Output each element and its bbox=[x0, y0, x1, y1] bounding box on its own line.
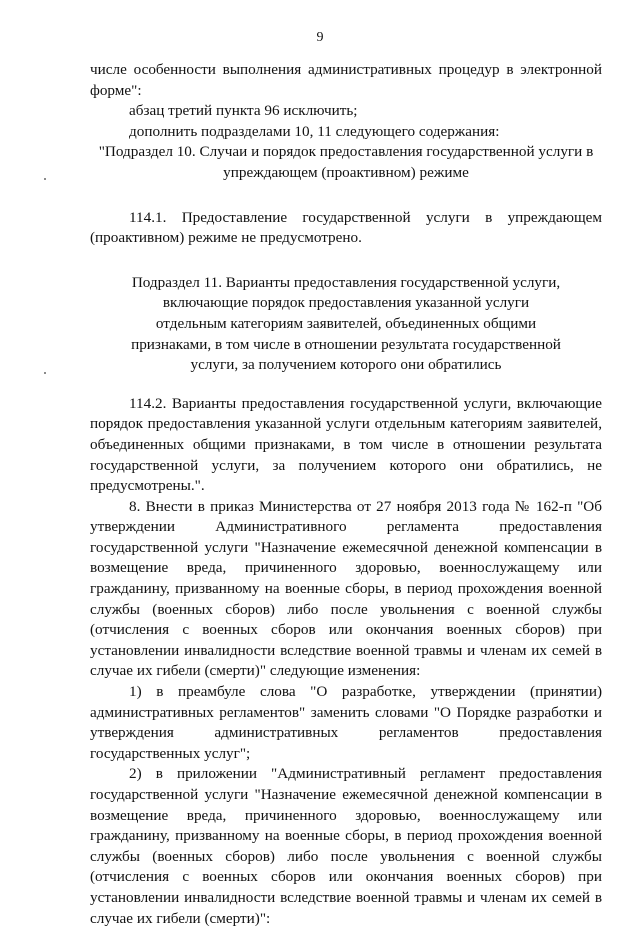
page-number: 9 bbox=[316, 30, 324, 45]
subsection-11-title: Подраздел 11. Варианты предоставления государственной услуги, включающие порядок предоставления указанной услуги отдельным категориям заявителей, объединенных общими признаками, в том числе в отношении результата государственной услуги, за получением которого они обратились bbox=[131, 273, 561, 374]
paragraph-continuation: числе особенности выполнения административных процедур в электронной форме": bbox=[90, 61, 602, 99]
list-item-2: 2) в приложении "Административный регламент предоставления государственной услуги "Назначение ежемесячной денежной компенсации в возмещение вреда, причиненного здоровью, военнослужащему или гражданину, призванному на военные сборы, в период прохождения военной службы (военных сборов) либо после увольнения с военной службы (отчисления с военных сборов или окончания военных сборов) при установлении инвалидности вследствие военной травмы и членам их семей в случае их гибели (смерти)": bbox=[90, 765, 602, 927]
paragraph-dopolnit: дополнить подразделами 10, 11 следующего содержания: bbox=[129, 122, 500, 140]
paragraph-8: 8. Внести в приказ Министерства от 27 ноября 2013 года № 162-п "Об утверждении Административного регламента предоставления государственной услуги "Назначение ежемесячной денежной компенсации в возмещение вреда, причиненного здоровью, военнослужащему или гражданину, призванному на военные сборы, в период прохождения военной службы (военных сборов) либо после увольнения с военной службы (отчисления с военных сборов или окончания военных сборов) при установлении инвалидности вследствие военной травмы и членам их семей в случае их гибели (смерти)" следующие изменения: bbox=[90, 497, 602, 680]
paragraph-114-2: 114.2. Варианты предоставления государственной услуги, включающие порядок предоставления указанной услуги отдельным категориям заявителей, объединенных общими признаками, в том числе в отношении результата государственной услуги, за получением которого они обратились, не предусмотрены.". bbox=[90, 394, 602, 495]
paragraph-114-1: 114.1. Предоставление государственной услуги в упреждающем (проактивном) режиме не предусмотрено. bbox=[90, 208, 602, 247]
list-item-1: 1) в преамбуле слова "О разработке, утверждении (принятии) административных регламентов" заменить словами "О Порядке разработки и утверждения административных регламентов предоставления государственных услуг"; bbox=[90, 683, 602, 762]
scan-speck bbox=[44, 372, 46, 374]
scan-speck bbox=[44, 178, 46, 180]
document-body bbox=[90, 60, 602, 929]
paragraph-abzac: абзац третий пункта 96 исключить; bbox=[129, 102, 358, 120]
subsection-10-title: "Подраздел 10. Случаи и порядок предоставления государственной услуги в упреждающем (проактивном) режиме bbox=[98, 143, 594, 181]
